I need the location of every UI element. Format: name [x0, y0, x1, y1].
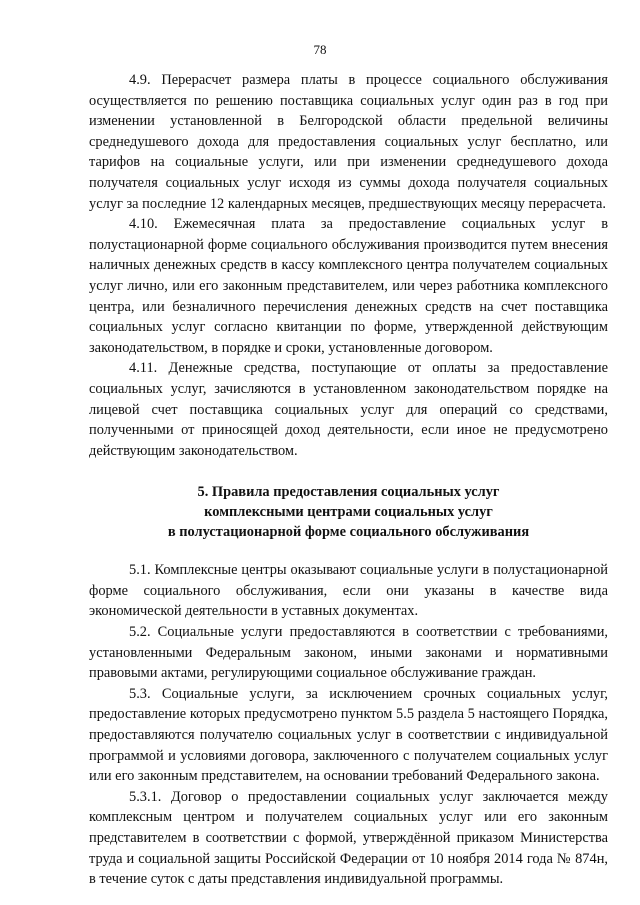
- paragraph-5-3-1: 5.3.1. Договор о предоставлении социальных услуг заключается между комплексным центром и получателем социальных услуг или его законным представителем в соответствии с формой, утверждённой приказом Министерства труда и социальной защиты Российской Федерации от 10 ноября 2014 года № 874н, в течение суток с даты представления индивидуальной программы.: [89, 788, 608, 888]
- document-body: [89, 70, 608, 890]
- section-heading-line: комплексными центрами социальных услуг: [204, 504, 493, 521]
- section-heading-line: в полустационарной форме социального обслуживания: [167, 524, 530, 541]
- paragraph-5-2: 5.2. Социальные услуги предоставляются в соответствии с требованиями, установленными Федеральным законом, иными законами и нормативными правовыми актами, регулирующими социальное обслуживание граждан.: [89, 624, 608, 682]
- paragraph-4-10: 4.10. Ежемесячная плата за предоставление социальных услуг в полустационарной форме социального обслуживания производится путем внесения наличных денежных средств в кассу комплексного центра получателем социальных услуг лично, или его законным представителем, или через работника комплексного центра, или безналичного перечисления денежных средств на счет поставщика социальных услуг согласно квитанции по форме, утвержденной действующим законодательством, в порядке и сроки, установленные договором.: [89, 216, 608, 356]
- paragraph-4-9: 4.9. Перерасчет размера платы в процессе социального обслуживания осуществляется по решению поставщика социальных услуг один раз в год при изменении установленной в Белгородской области предельной величины среднедушевого дохода для предоставления социальных услуг бесплатно, или тарифов на социальные услуги, или при изменении среднедушевого дохода получателя социальных услуг исходя из суммы дохода получателя социальных услуг за последние 12 календарных месяцев, предшествующих месяцу перерасчета.: [89, 72, 608, 212]
- paragraph-4-11: 4.11. Денежные средства, поступающие от оплаты за предоставление социальных услуг, зачисляются в установленном законодательством порядке на лицевой счет поставщика социальных услуг для операций со средствами, полученными от приносящей доход деятельности, если иное не предусмотрено действующим законодательством.: [89, 360, 608, 459]
- paragraph-5-1: 5.1. Комплексные центры оказывают социальные услуги в полустационарной форме социального обслуживания, если они указаны в качестве вида экономической деятельности в уставных документах.: [89, 562, 608, 620]
- section-5-heading: [89, 482, 608, 542]
- section-heading-line: 5. Правила предоставления социальных услуг: [197, 484, 500, 501]
- paragraph-5-3: 5.3. Социальные услуги, за исключением срочных социальных услуг, предоставление которых предусмотрено пунктом 5.5 раздела 5 настоящего Порядка, предоставляются получателю социальных услуг в соответствии с индивидуальной программой и условиями договора, заключенного с получателем социальных услуг или его законным представителем, на основании требований Федерального закона.: [89, 685, 608, 785]
- page-number: 78: [313, 42, 327, 57]
